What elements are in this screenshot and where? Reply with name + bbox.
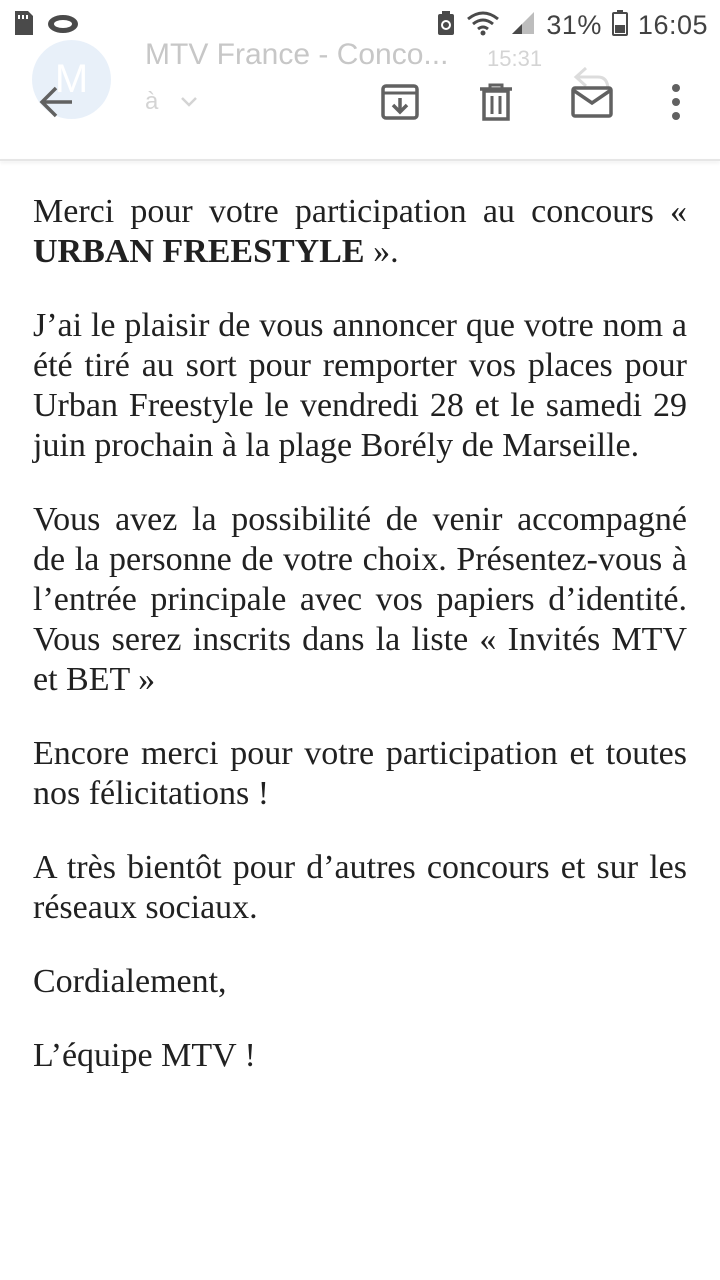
mail-icon xyxy=(571,85,613,124)
p1-after: ». xyxy=(364,233,399,270)
clock: 16:05 xyxy=(637,9,708,40)
gallery-icon xyxy=(12,9,36,42)
signal-icon xyxy=(510,10,536,41)
p1-before: Merci pour votre participation au concours « xyxy=(33,193,687,230)
trash-icon xyxy=(478,82,514,127)
archive-icon xyxy=(380,82,420,127)
wifi-icon xyxy=(466,10,500,41)
more-vert-icon xyxy=(670,82,682,127)
recipient-prefix: à xyxy=(145,88,159,115)
more-options-button[interactable] xyxy=(650,78,702,130)
mark-unread-button[interactable] xyxy=(566,78,618,130)
body-paragraph-1 xyxy=(33,192,687,272)
body-closing: Cordialement, xyxy=(33,963,227,1000)
status-left xyxy=(12,9,80,42)
email-body xyxy=(33,192,687,1110)
contest-name: URBAN FREESTYLE xyxy=(33,233,365,270)
avatar[interactable]: M xyxy=(32,40,111,119)
body-paragraph-2: J’ai le plaisir de vous annoncer que votre nom a été tiré au sort pour remporter vos places pour Urban Freestyle le vendredi 28 et le samedi 29 juin prochain à la plage Borély de Marseille. xyxy=(33,307,687,464)
status-right xyxy=(436,10,708,41)
email-time: 15:31 xyxy=(487,46,543,71)
toolbar-divider xyxy=(0,159,720,161)
toolbar xyxy=(0,50,720,160)
back-button[interactable] xyxy=(30,78,82,130)
body-paragraph-5: A très bientôt pour d’autres concours et sur les réseaux sociaux. xyxy=(33,849,687,926)
battery-percent: 31% xyxy=(546,9,602,40)
body-paragraph-3: Vous avez la possibilité de venir accompagné de la personne de votre choix. Présentez-vous à l’entrée principale avec vos papiers d’identité. Vous serez inscrits dans la liste « Invités MTV et BET » xyxy=(33,501,687,698)
battery-icon xyxy=(612,10,628,41)
body-signature: L’équipe MTV ! xyxy=(33,1037,256,1074)
body-paragraph-4: Encore merci pour votre participation et toutes nos félicitations ! xyxy=(33,735,687,812)
sender-name: MTV France - Conco... xyxy=(145,38,449,71)
delete-button[interactable] xyxy=(470,78,522,130)
cloud-icon xyxy=(46,11,80,40)
battery-saver-icon xyxy=(436,10,456,41)
archive-button[interactable] xyxy=(374,78,426,130)
arrow-back-icon xyxy=(36,84,76,125)
